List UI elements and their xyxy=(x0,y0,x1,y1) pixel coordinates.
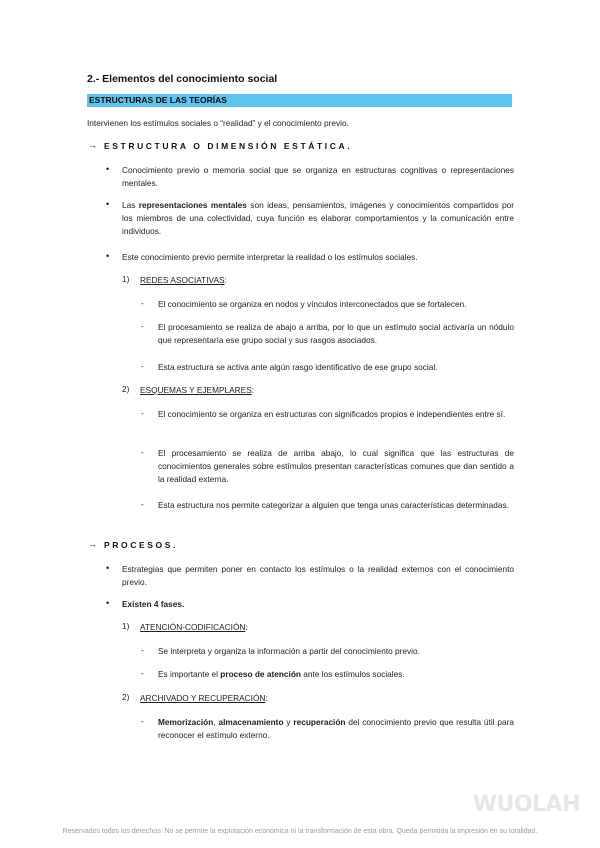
arrow-icon: → xyxy=(88,539,97,549)
atencion-item-2-post: ante los estímulos sociales. xyxy=(300,669,405,679)
dash-icon: - xyxy=(141,447,144,457)
almacenamiento-strong: almacenamiento xyxy=(218,717,284,727)
process-heading: PROCESOS. xyxy=(104,540,178,550)
archivado-and: y xyxy=(283,717,294,727)
section-band xyxy=(87,94,512,107)
redes-item-2: El procesamiento se realiza de abajo a arriba, por lo que un estímulo social activaría un nódulo que representaría ese grupo social y sus rasgos asociados. xyxy=(158,322,514,345)
atencion-item-2-strong: proceso de atención xyxy=(220,669,301,679)
atencion-item-2 xyxy=(158,668,514,681)
redes-item-1: El conocimiento se organiza en nodos y vínculos interconectados que se fortalecen. xyxy=(158,299,467,309)
intro-paragraph: Intervienen los estímulos sociales o “realidad” y el conocimiento previo. xyxy=(87,118,349,128)
dash-icon: - xyxy=(141,298,144,308)
atencion-text: ATENCIÓN-CODIFICACIÓN xyxy=(140,622,246,632)
recuperacion-strong: recuperación xyxy=(293,717,346,727)
static-bullet-3: Este conocimiento previo permite interpretar la realidad o los estímulos sociales. xyxy=(122,252,418,262)
bullet-icon: • xyxy=(106,563,110,573)
process-bullet-2: Existen 4 fases. xyxy=(122,599,185,609)
wuolah-logo: WUOLAH xyxy=(472,792,580,817)
memorizacion-strong: Memorización xyxy=(158,717,214,727)
static-bullet-1: Conocimiento previo o memoria social que se organiza en estructuras cognitivas o representaciones mentales. xyxy=(122,165,514,188)
dash-icon: - xyxy=(141,645,144,655)
archivado-item-1-post: del conocimiento previo que resulta útil para reconocer el estímulo externo. xyxy=(158,717,514,740)
section-title: 2.- Elementos del conocimiento social xyxy=(87,73,278,85)
dash-icon: - xyxy=(141,408,144,418)
esquemas-text: ESQUEMAS Y EJEMPLARES xyxy=(140,385,252,395)
atencion-item-1: Se interpreta y organiza la información a partir del conocimiento previo. xyxy=(158,646,420,656)
static-heading: ESTRUCTURA O DIMENSIÓN ESTÁTICA. xyxy=(104,141,353,151)
archivado-colon: : xyxy=(265,693,268,703)
static-bullet-2 xyxy=(122,199,514,238)
redes-item-3: Esta estructura se activa ante algún rasgo identificativo de ese grupo social. xyxy=(158,362,438,372)
esquemas-colon: : xyxy=(251,385,255,395)
dash-icon: - xyxy=(141,321,144,331)
esquemas-label xyxy=(140,384,254,397)
bullet-icon: • xyxy=(106,598,110,608)
atencion-item-2-pre: Es importante el xyxy=(158,669,221,679)
atencion-label xyxy=(140,621,248,634)
archivado-item-1 xyxy=(158,716,514,742)
dash-icon: - xyxy=(141,716,144,726)
list-number: 1) xyxy=(122,621,130,631)
archivado-text: ARCHIVADO Y RECUPERACIÓN xyxy=(140,693,266,703)
footer-copyright: Reservados todos los derechos. No se permite la explotación económica ni la transformación de esta obra. Queda permitida la impresión en su totalidad. xyxy=(62,828,538,835)
dash-icon: - xyxy=(141,499,144,509)
dash-icon: - xyxy=(141,361,144,371)
bullet-icon: • xyxy=(106,251,110,261)
list-number: 2) xyxy=(122,692,130,702)
static-bullet-2-pre: Las xyxy=(122,200,139,210)
bullet-icon: • xyxy=(106,199,110,209)
process-bullet-1: Estrategias que permiten poner en contacto los estímulos o la realidad externos con el conocimiento previo. xyxy=(122,564,514,587)
bullet-icon: • xyxy=(106,164,110,174)
list-number: 1) xyxy=(122,274,130,284)
dash-icon: - xyxy=(141,668,144,678)
band-title: ESTRUCTURAS DE LAS TEORÍAS xyxy=(89,95,227,105)
redes-asociativas-label xyxy=(140,274,227,287)
static-bullet-2-strong: representaciones mentales xyxy=(138,200,247,210)
redes-asociativas-text: REDES ASOCIATIVAS xyxy=(140,275,225,285)
archivado-comma: , xyxy=(213,717,219,727)
redes-asociativas-colon: : xyxy=(224,275,227,285)
esquemas-item-3: Esta estructura nos permite categorizar a alguien que tenga unas características determinadas. xyxy=(158,500,509,510)
esquemas-item-2: El procesamiento se realiza de arriba abajo, lo cual significa que las estructuras de conocimientos generales sobre estímulos presentan características comunes que dan sentido a la realidad externa. xyxy=(158,448,514,484)
archivado-label xyxy=(140,692,268,705)
list-number: 2) xyxy=(122,384,130,394)
esquemas-item-1: El conocimiento se organiza en estructuras con significados propios e independientes entre sí. xyxy=(158,409,506,419)
arrow-icon: → xyxy=(88,140,97,150)
static-bullet-2-post: son ideas, pensamientos, imágenes y conocimientos compartidos por los miembros de una colectividad, cuya función es elaborar comportamientos y la comunicación entre individuos. xyxy=(122,200,514,236)
atencion-colon: : xyxy=(245,622,248,632)
